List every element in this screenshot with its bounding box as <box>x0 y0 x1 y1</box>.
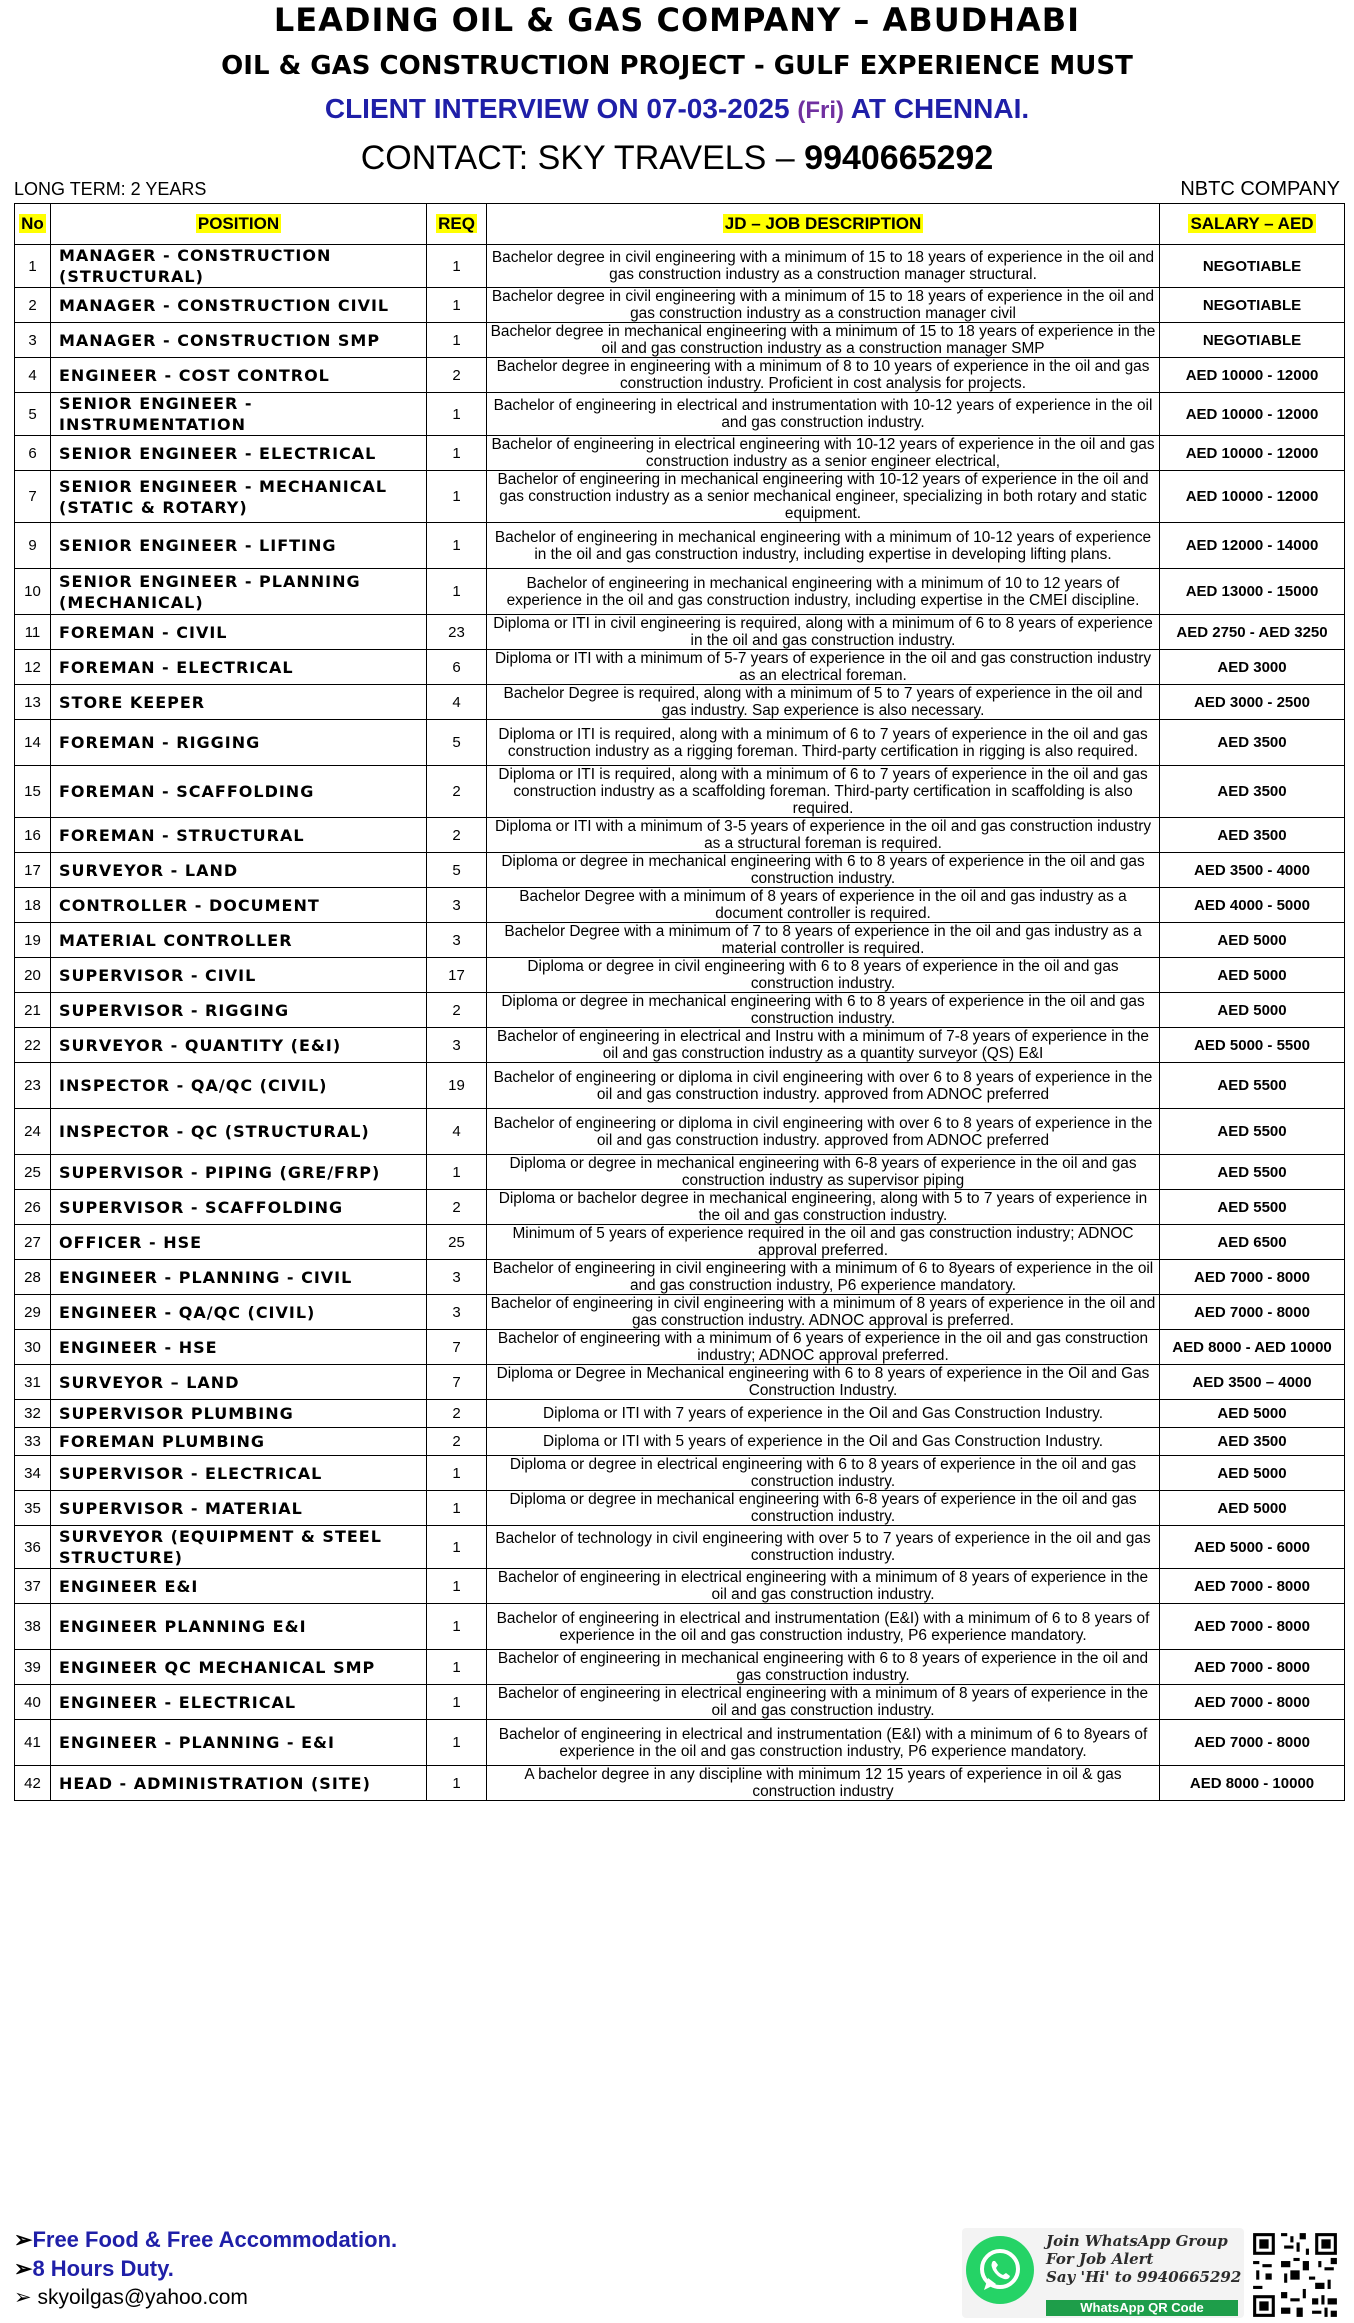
table-row <box>15 958 1345 993</box>
cell-req: 17 <box>427 958 487 993</box>
cell-jd: Bachelor of engineering in civil engineering with a minimum of 6 to 8years of experience in the oil and gas construction industry, P6 experience mandatory. <box>487 1260 1160 1295</box>
cell-position: SUPERVISOR - RIGGING <box>51 993 427 1028</box>
cell-jd: Bachelor of engineering in electrical engineering with a minimum of 8 years of experience in the oil and gas construction industry. <box>487 1569 1160 1604</box>
cell-salary: AED 3000 - 2500 <box>1160 685 1345 720</box>
cell-position: ENGINEER - PLANNING - CIVIL <box>51 1260 427 1295</box>
cell-jd: Bachelor of engineering with a minimum of 6 years of experience in the oil and gas construction industry; ADNOC approval preferred. <box>487 1330 1160 1365</box>
cell-salary: AED 3500 - 4000 <box>1160 853 1345 888</box>
cell-jd: Bachelor of engineering in electrical and instrumentation with 10-12 years of experience in the oil and gas construction industry. <box>487 393 1160 436</box>
table-row <box>15 650 1345 685</box>
table-row <box>15 1650 1345 1685</box>
cell-position: FOREMAN - SCAFFOLDING <box>51 766 427 818</box>
table-row <box>15 436 1345 471</box>
cell-salary: AED 7000 - 8000 <box>1160 1685 1345 1720</box>
column-header-no: No <box>15 204 51 245</box>
cell-jd: Bachelor of engineering in mechanical engineering with a minimum of 10 to 12 years of experience in the oil and gas construction industry, including expertise in the CMEI discipline. <box>487 569 1160 615</box>
cell-req: 4 <box>427 1109 487 1155</box>
cell-jd: Bachelor Degree with a minimum of 7 to 8 years of experience in the oil and gas industry as a material controller is required. <box>487 923 1160 958</box>
cell-req: 1 <box>427 471 487 523</box>
cell-jd: Diploma or Degree in Mechanical engineering with 6 to 8 years of experience in the Oil and Gas Construction Industry. <box>487 1365 1160 1400</box>
cell-jd: Bachelor of technology in civil engineering with over 5 to 7 years of experience in the oil and gas construction industry. <box>487 1526 1160 1569</box>
arrow-bullet-icon: ➢ <box>14 2256 33 2281</box>
cell-salary: AED 3500 <box>1160 1428 1345 1456</box>
table-row <box>15 1428 1345 1456</box>
table-row <box>15 1720 1345 1766</box>
cell-no: 30 <box>15 1330 51 1365</box>
cell-req: 7 <box>427 1365 487 1400</box>
long-term-label: LONG TERM: 2 YEARS <box>14 179 207 199</box>
cell-position: MANAGER - CONSTRUCTION CIVIL <box>51 288 427 323</box>
cell-position: SUPERVISOR - ELECTRICAL <box>51 1456 427 1491</box>
cell-salary: AED 5000 <box>1160 1456 1345 1491</box>
cell-jd: Bachelor of engineering in mechanical engineering with 10-12 years of experience in the oil and gas construction industry as a senior mechanical engineer, specializing in both rotary and static equipment. <box>487 471 1160 523</box>
cell-position: SURVEYOR - LAND <box>51 853 427 888</box>
cell-no: 37 <box>15 1569 51 1604</box>
column-header-jd: JD – JOB DESCRIPTION <box>487 204 1160 245</box>
cell-jd: Bachelor Degree is required, along with a minimum of 5 to 7 years of experience in the oil and gas industry. Sap experience is also necessary. <box>487 685 1160 720</box>
cell-no: 4 <box>15 358 51 393</box>
contact-phone: 9940665292 <box>804 139 994 177</box>
cell-position: SUPERVISOR PLUMBING <box>51 1400 427 1428</box>
cell-salary: NEGOTIABLE <box>1160 288 1345 323</box>
cell-req: 1 <box>427 1650 487 1685</box>
cell-position: MATERIAL CONTROLLER <box>51 923 427 958</box>
table-row <box>15 818 1345 853</box>
cell-position: INSPECTOR - QA/QC (CIVIL) <box>51 1063 427 1109</box>
cell-req: 5 <box>427 853 487 888</box>
cell-position: ENGINEER - HSE <box>51 1330 427 1365</box>
cell-salary: AED 5500 <box>1160 1155 1345 1190</box>
cell-jd: Diploma or degree in mechanical engineering with 6-8 years of experience in the oil and gas construction industry. <box>487 1491 1160 1526</box>
cell-salary: AED 4000 - 5000 <box>1160 888 1345 923</box>
cell-no: 3 <box>15 323 51 358</box>
cell-req: 1 <box>427 323 487 358</box>
cell-no: 41 <box>15 1720 51 1766</box>
cell-jd: Diploma or ITI with a minimum of 5-7 years of experience in the oil and gas construction industry as an electrical foreman. <box>487 650 1160 685</box>
cell-position: SENIOR ENGINEER - PLANNING (MECHANICAL) <box>51 569 427 615</box>
cell-req: 1 <box>427 569 487 615</box>
cell-jd: Diploma or ITI with a minimum of 3-5 years of experience in the oil and gas construction industry as a structural foreman is required. <box>487 818 1160 853</box>
cell-req: 25 <box>427 1225 487 1260</box>
table-row <box>15 1400 1345 1428</box>
cell-req: 1 <box>427 1526 487 1569</box>
cell-position: ENGINEER - QA/QC (CIVIL) <box>51 1295 427 1330</box>
cell-req: 2 <box>427 766 487 818</box>
cell-req: 3 <box>427 1028 487 1063</box>
column-header-salary: SALARY – AED <box>1160 204 1345 245</box>
cell-salary: NEGOTIABLE <box>1160 245 1345 288</box>
cell-jd: Bachelor degree in mechanical engineering with a minimum of 15 to 18 years of experience in the oil and gas construction industry as a construction manager SMP <box>487 323 1160 358</box>
cell-jd: Bachelor of engineering in mechanical engineering with 6 to 8 years of experience in the oil and gas construction industry. <box>487 1650 1160 1685</box>
cell-salary: AED 7000 - 8000 <box>1160 1650 1345 1685</box>
cell-position: MANAGER - CONSTRUCTION (STRUCTURAL) <box>51 245 427 288</box>
cell-req: 2 <box>427 1428 487 1456</box>
table-row <box>15 1028 1345 1063</box>
page-title: LEADING OIL & GAS COMPANY – ABUDHABI <box>273 1 1081 39</box>
cell-jd: Bachelor of engineering in civil engineering with a minimum of 8 years of experience in the oil and gas construction industry. ADNOC approval is preferred. <box>487 1295 1160 1330</box>
interview-place: AT CHENNAI. <box>850 93 1030 124</box>
cell-jd: Diploma or ITI is required, along with a minimum of 6 to 7 years of experience in the oil and gas construction industry as a scaffolding foreman. Third-party certification in scaffolding is also required. <box>487 766 1160 818</box>
cell-salary: AED 8000 - 10000 <box>1160 1766 1345 1801</box>
jobs-table <box>14 203 1345 1801</box>
cell-no: 9 <box>15 523 51 569</box>
cell-no: 5 <box>15 393 51 436</box>
table-row <box>15 358 1345 393</box>
cell-salary: AED 5000 <box>1160 1491 1345 1526</box>
cell-req: 5 <box>427 720 487 766</box>
arrow-bullet-icon: ➢ <box>14 2227 33 2252</box>
table-row <box>15 1491 1345 1526</box>
cell-position: ENGINEER - ELECTRICAL <box>51 1685 427 1720</box>
table-row <box>15 1330 1345 1365</box>
cell-jd: Diploma or ITI with 7 years of experience in the Oil and Gas Construction Industry. <box>487 1400 1160 1428</box>
cell-req: 4 <box>427 685 487 720</box>
cell-jd: Bachelor of engineering in electrical and instrumentation (E&I) with a minimum of 6 to 8 years of experience in the oil and gas construction industry, P6 experience mandatory. <box>487 1604 1160 1650</box>
cell-position: FOREMAN - STRUCTURAL <box>51 818 427 853</box>
cell-no: 26 <box>15 1190 51 1225</box>
cell-jd: Bachelor of engineering in electrical and instrumentation (E&I) with a minimum of 6 to 8years of experience in the oil and gas construction industry, P6 experience mandatory. <box>487 1720 1160 1766</box>
cell-no: 24 <box>15 1109 51 1155</box>
table-row <box>15 471 1345 523</box>
cell-position: SENIOR ENGINEER - INSTRUMENTATION <box>51 393 427 436</box>
cell-salary: AED 7000 - 8000 <box>1160 1569 1345 1604</box>
cell-salary: AED 5500 <box>1160 1063 1345 1109</box>
cell-position: HEAD - ADMINISTRATION (SITE) <box>51 1766 427 1801</box>
qr-code[interactable] <box>1250 2230 1340 2320</box>
arrow-bullet-icon: ➢ <box>14 2286 32 2309</box>
cell-no: 28 <box>15 1260 51 1295</box>
project-subtitle: OIL & GAS CONSTRUCTION PROJECT - GULF EXPERIENCE MUST <box>221 51 1133 81</box>
cell-position: SENIOR ENGINEER - LIFTING <box>51 523 427 569</box>
cell-salary: AED 5000 <box>1160 958 1345 993</box>
table-row <box>15 1365 1345 1400</box>
cell-salary: AED 5500 <box>1160 1190 1345 1225</box>
cell-no: 19 <box>15 923 51 958</box>
cell-position: CONTROLLER - DOCUMENT <box>51 888 427 923</box>
table-row <box>15 1766 1345 1801</box>
table-row <box>15 523 1345 569</box>
cell-salary: AED 2750 - AED 3250 <box>1160 615 1345 650</box>
cell-no: 32 <box>15 1400 51 1428</box>
cell-no: 10 <box>15 569 51 615</box>
cell-req: 1 <box>427 1604 487 1650</box>
cell-jd: Diploma or degree in mechanical engineering with 6-8 years of experience in the oil and gas construction industry as supervisor piping <box>487 1155 1160 1190</box>
cell-jd: Diploma or ITI in civil engineering is required, along with a minimum of 6 to 8 years of experience in the oil and gas construction industry. <box>487 615 1160 650</box>
cell-jd: Bachelor Degree with a minimum of 8 years of experience in the oil and gas industry as a document controller is required. <box>487 888 1160 923</box>
interview-line <box>0 92 1354 128</box>
cell-no: 15 <box>15 766 51 818</box>
cell-req: 1 <box>427 245 487 288</box>
cell-salary: AED 7000 - 8000 <box>1160 1295 1345 1330</box>
cell-no: 27 <box>15 1225 51 1260</box>
cell-req: 6 <box>427 650 487 685</box>
table-row <box>15 1225 1345 1260</box>
cell-position: STORE KEEPER <box>51 685 427 720</box>
cell-no: 23 <box>15 1063 51 1109</box>
cell-salary: NEGOTIABLE <box>1160 323 1345 358</box>
table-row <box>15 720 1345 766</box>
cell-req: 23 <box>427 615 487 650</box>
cell-req: 3 <box>427 1260 487 1295</box>
cell-salary: AED 10000 - 12000 <box>1160 471 1345 523</box>
cell-no: 34 <box>15 1456 51 1491</box>
table-row <box>15 1456 1345 1491</box>
cell-req: 1 <box>427 1569 487 1604</box>
cell-position: SENIOR ENGINEER - MECHANICAL (STATIC & ROTARY) <box>51 471 427 523</box>
cell-no: 38 <box>15 1604 51 1650</box>
cell-jd: Bachelor of engineering in electrical and Instru with a minimum of 7-8 years of experience in the oil and gas construction industry as a quantity surveyor (QS) E&I <box>487 1028 1160 1063</box>
column-header-req: REQ <box>427 204 487 245</box>
cell-req: 19 <box>427 1063 487 1109</box>
cell-salary: AED 5000 - 6000 <box>1160 1526 1345 1569</box>
cell-salary: AED 3500 – 4000 <box>1160 1365 1345 1400</box>
cell-jd: Bachelor of engineering or diploma in civil engineering with over 6 to 8 years of experience in the oil and gas construction industry. approved from ADNOC preferred <box>487 1109 1160 1155</box>
cell-position: SUPERVISOR - PIPING (GRE/FRP) <box>51 1155 427 1190</box>
cell-no: 16 <box>15 818 51 853</box>
cell-req: 2 <box>427 1400 487 1428</box>
cell-position: ENGINEER QC MECHANICAL SMP <box>51 1650 427 1685</box>
cell-no: 40 <box>15 1685 51 1720</box>
whatsapp-icon <box>966 2236 1034 2304</box>
cell-req: 1 <box>427 288 487 323</box>
cell-no: 17 <box>15 853 51 888</box>
cell-jd: Diploma or degree in civil engineering with 6 to 8 years of experience in the oil and gas construction industry. <box>487 958 1160 993</box>
cell-salary: AED 5500 <box>1160 1109 1345 1155</box>
table-row <box>15 1295 1345 1330</box>
cell-position: ENGINEER - COST CONTROL <box>51 358 427 393</box>
cell-no: 18 <box>15 888 51 923</box>
cell-position: SURVEYOR – LAND <box>51 1365 427 1400</box>
cell-salary: AED 3500 <box>1160 818 1345 853</box>
cell-position: SURVEYOR - QUANTITY (E&I) <box>51 1028 427 1063</box>
table-row <box>15 1190 1345 1225</box>
cell-position: OFFICER - HSE <box>51 1225 427 1260</box>
cell-position: SENIOR ENGINEER - ELECTRICAL <box>51 436 427 471</box>
table-row <box>15 1155 1345 1190</box>
cell-position: SUPERVISOR - SCAFFOLDING <box>51 1190 427 1225</box>
cell-jd: Bachelor degree in engineering with a minimum of 8 to 10 years of experience in the oil and gas construction industry. Proficient in cost analysis for projects. <box>487 358 1160 393</box>
table-row <box>15 1685 1345 1720</box>
column-header-position: POSITION <box>51 204 427 245</box>
cell-jd: Bachelor of engineering in electrical engineering with 10-12 years of experience in the oil and gas construction industry as a senior engineer electrical, <box>487 436 1160 471</box>
cell-no: 14 <box>15 720 51 766</box>
cell-no: 11 <box>15 615 51 650</box>
cell-no: 7 <box>15 471 51 523</box>
cell-salary: AED 5000 <box>1160 1400 1345 1428</box>
cell-salary: AED 3500 <box>1160 720 1345 766</box>
table-row <box>15 888 1345 923</box>
cell-position: FOREMAN - RIGGING <box>51 720 427 766</box>
contact-line <box>0 138 1354 178</box>
cell-req: 2 <box>427 1190 487 1225</box>
cell-no: 36 <box>15 1526 51 1569</box>
table-row <box>15 1109 1345 1155</box>
cell-jd: Diploma or degree in mechanical engineering with 6 to 8 years of experience in the oil and gas construction industry. <box>487 853 1160 888</box>
cell-no: 35 <box>15 1491 51 1526</box>
table-row <box>15 1063 1345 1109</box>
cell-req: 3 <box>427 1295 487 1330</box>
cell-req: 1 <box>427 393 487 436</box>
table-row <box>15 993 1345 1028</box>
table-row <box>15 615 1345 650</box>
cell-req: 3 <box>427 888 487 923</box>
cell-no: 25 <box>15 1155 51 1190</box>
cell-no: 22 <box>15 1028 51 1063</box>
cell-req: 2 <box>427 818 487 853</box>
cell-salary: AED 8000 - AED 10000 <box>1160 1330 1345 1365</box>
table-row <box>15 1604 1345 1650</box>
whatsapp-text: Join WhatsApp Group For Job Alert Say 'Hi' to 9940665292 <box>1046 2232 1242 2286</box>
cell-no: 6 <box>15 436 51 471</box>
cell-salary: AED 7000 - 8000 <box>1160 1604 1345 1650</box>
cell-no: 39 <box>15 1650 51 1685</box>
cell-jd: Diploma or bachelor degree in mechanical engineering, along with 5 to 7 years of experience in the oil and gas construction industry. <box>487 1190 1160 1225</box>
cell-jd: Bachelor degree in civil engineering with a minimum of 15 to 18 years of experience in the oil and gas construction industry as a construction manager structural. <box>487 245 1160 288</box>
cell-req: 1 <box>427 523 487 569</box>
cell-req: 2 <box>427 358 487 393</box>
benefit-food: ➢Free Food & Free Accommodation. <box>14 2227 398 2252</box>
cell-req: 1 <box>427 1685 487 1720</box>
cell-jd: Bachelor of engineering or diploma in civil engineering with over 6 to 8 years of experience in the oil and gas construction industry. approved from ADNOC preferred <box>487 1063 1160 1109</box>
cell-no: 31 <box>15 1365 51 1400</box>
table-row <box>15 323 1345 358</box>
cell-req: 1 <box>427 1766 487 1801</box>
cell-jd: Bachelor of engineering in electrical engineering with a minimum of 8 years of experience in the oil and gas construction industry. <box>487 1685 1160 1720</box>
interview-date: CLIENT INTERVIEW ON 07-03-2025 <box>324 93 790 124</box>
cell-jd: A bachelor degree in any discipline with minimum 12 15 years of experience in oil & gas construction industry <box>487 1766 1160 1801</box>
contact-email: ➢ skyoilgas@yahoo.com <box>14 2286 248 2309</box>
table-header-row <box>15 204 1345 245</box>
cell-position: SURVEYOR (EQUIPMENT & STEEL STRUCTURE) <box>51 1526 427 1569</box>
cell-position: ENGINEER - PLANNING - E&I <box>51 1720 427 1766</box>
table-row <box>15 569 1345 615</box>
interview-day: (Fri) <box>797 97 845 124</box>
cell-req: 3 <box>427 923 487 958</box>
cell-jd: Diploma or ITI with 5 years of experience in the Oil and Gas Construction Industry. <box>487 1428 1160 1456</box>
cell-jd: Bachelor of engineering in mechanical engineering with a minimum of 10-12 years of experience in the oil and gas construction industry, including expertise in developing lifting plans. <box>487 523 1160 569</box>
cell-position: ENGINEER E&I <box>51 1569 427 1604</box>
cell-position: MANAGER - CONSTRUCTION SMP <box>51 323 427 358</box>
cell-req: 1 <box>427 1456 487 1491</box>
cell-salary: AED 6500 <box>1160 1225 1345 1260</box>
whatsapp-banner[interactable] <box>962 2228 1244 2318</box>
benefit-duty: ➢8 Hours Duty. <box>14 2256 174 2281</box>
cell-salary: AED 3000 <box>1160 650 1345 685</box>
cell-salary: AED 13000 - 15000 <box>1160 569 1345 615</box>
cell-req: 1 <box>427 1155 487 1190</box>
cell-salary: AED 10000 - 12000 <box>1160 436 1345 471</box>
company-label: NBTC COMPANY <box>1180 178 1340 200</box>
cell-salary: AED 10000 - 12000 <box>1160 393 1345 436</box>
cell-no: 2 <box>15 288 51 323</box>
table-row <box>15 923 1345 958</box>
table-row <box>15 1569 1345 1604</box>
cell-req: 7 <box>427 1330 487 1365</box>
cell-req: 1 <box>427 1720 487 1766</box>
cell-no: 42 <box>15 1766 51 1801</box>
contact-label: CONTACT: SKY TRAVELS – <box>360 139 795 177</box>
cell-jd: Diploma or degree in mechanical engineering with 6 to 8 years of experience in the oil and gas construction industry. <box>487 993 1160 1028</box>
cell-no: 20 <box>15 958 51 993</box>
table-row <box>15 766 1345 818</box>
cell-no: 29 <box>15 1295 51 1330</box>
cell-req: 2 <box>427 993 487 1028</box>
cell-salary: AED 5000 - 5500 <box>1160 1028 1345 1063</box>
cell-jd: Minimum of 5 years of experience required in the oil and gas construction industry; ADNOC approval preferred. <box>487 1225 1160 1260</box>
cell-position: FOREMAN - CIVIL <box>51 615 427 650</box>
cell-salary: AED 10000 - 12000 <box>1160 358 1345 393</box>
cell-req: 1 <box>427 1491 487 1526</box>
cell-position: SUPERVISOR - CIVIL <box>51 958 427 993</box>
cell-salary: AED 3500 <box>1160 766 1345 818</box>
cell-position: SUPERVISOR - MATERIAL <box>51 1491 427 1526</box>
cell-salary: AED 5000 <box>1160 993 1345 1028</box>
cell-no: 1 <box>15 245 51 288</box>
cell-position: INSPECTOR - QC (STRUCTURAL) <box>51 1109 427 1155</box>
cell-req: 1 <box>427 436 487 471</box>
table-row <box>15 685 1345 720</box>
table-row <box>15 1260 1345 1295</box>
cell-no: 21 <box>15 993 51 1028</box>
table-row <box>15 853 1345 888</box>
whatsapp-qr-label: WhatsApp QR Code <box>1046 2300 1238 2316</box>
cell-jd: Bachelor degree in civil engineering with a minimum of 15 to 18 years of experience in the oil and gas construction industry as a construction manager civil <box>487 288 1160 323</box>
cell-no: 33 <box>15 1428 51 1456</box>
cell-no: 12 <box>15 650 51 685</box>
table-row <box>15 1526 1345 1569</box>
cell-salary: AED 7000 - 8000 <box>1160 1260 1345 1295</box>
cell-position: FOREMAN - ELECTRICAL <box>51 650 427 685</box>
table-row <box>15 288 1345 323</box>
cell-jd: Diploma or ITI is required, along with a minimum of 6 to 7 years of experience in the oil and gas construction industry as a rigging foreman. Third-party certification in rigging is also required. <box>487 720 1160 766</box>
cell-position: FOREMAN PLUMBING <box>51 1428 427 1456</box>
cell-position: ENGINEER PLANNING E&I <box>51 1604 427 1650</box>
cell-salary: AED 7000 - 8000 <box>1160 1720 1345 1766</box>
cell-salary: AED 12000 - 14000 <box>1160 523 1345 569</box>
cell-no: 13 <box>15 685 51 720</box>
table-row <box>15 393 1345 436</box>
cell-jd: Diploma or degree in electrical engineering with 6 to 8 years of experience in the oil and gas construction industry. <box>487 1456 1160 1491</box>
cell-salary: AED 5000 <box>1160 923 1345 958</box>
table-row <box>15 245 1345 288</box>
